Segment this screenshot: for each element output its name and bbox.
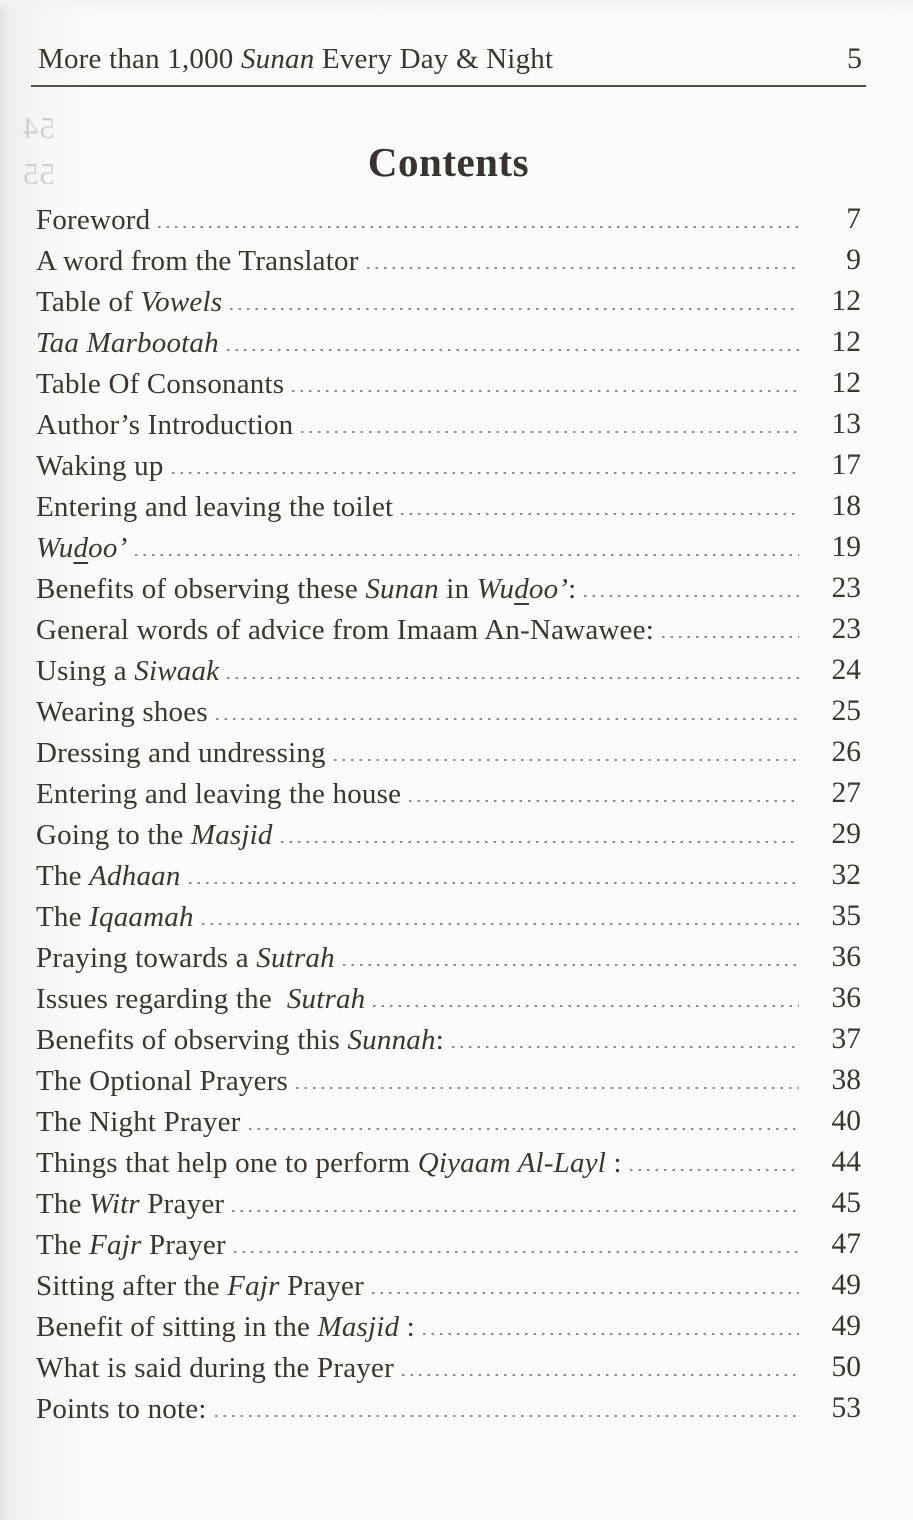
toc-entry: [36, 1098, 861, 1139]
toc-entry-page-number: 12: [831, 367, 861, 400]
toc-entry: [36, 811, 861, 852]
dot-leader: [372, 1291, 799, 1294]
text-segment: Going to the: [36, 818, 191, 851]
dot-leader: [230, 307, 799, 310]
text-segment: Every Day & Night: [314, 43, 554, 75]
toc-entry-page-number: 26: [831, 736, 861, 769]
text-segment: :: [399, 1310, 415, 1343]
text-segment: Taa Marbootah: [36, 326, 219, 359]
toc-entry: [36, 729, 861, 770]
text-segment: in: [438, 572, 477, 605]
toc-entry-title: [36, 491, 393, 524]
text-segment: Sutrah: [286, 982, 366, 1015]
dot-leader: [158, 225, 799, 228]
toc-entry-page-number: 47: [831, 1228, 861, 1261]
dot-leader: [402, 1373, 799, 1376]
text-segment: Dressing and undressing: [36, 736, 326, 769]
dot-leader: [662, 635, 799, 638]
dot-leader: [452, 1045, 799, 1048]
text-segment: Sunnah: [347, 1023, 436, 1056]
text-segment: Fajr: [89, 1228, 142, 1261]
dot-leader: [227, 676, 799, 679]
text-segment: Sutrah: [256, 941, 335, 974]
toc-entry-page-number: 36: [831, 941, 861, 974]
text-segment: Issues regarding the: [36, 982, 287, 1015]
text-segment: Prayer: [139, 1187, 225, 1220]
dot-leader: [584, 594, 799, 597]
text-segment: The Optional Prayers: [36, 1064, 289, 1097]
text-segment: Sunan: [365, 572, 439, 605]
dot-leader: [249, 1127, 799, 1130]
bleedthrough-number: 55: [22, 156, 55, 191]
text-segment: Using a: [36, 654, 135, 687]
toc-entry: [36, 893, 861, 934]
toc-entry: [36, 1262, 861, 1303]
text-segment: Sunan: [240, 43, 315, 75]
dot-leader: [216, 717, 799, 720]
toc-entry: [36, 852, 861, 893]
text-segment: Author’s Introduction: [36, 408, 294, 441]
toc-entry-page-number: 24: [831, 654, 861, 687]
toc-entry: [36, 1057, 861, 1098]
dot-leader: [301, 430, 799, 433]
toc-entry-title: [36, 409, 293, 442]
text-segment: :: [606, 1146, 622, 1179]
toc-entry-page-number: 25: [831, 695, 861, 728]
text-segment: :: [568, 572, 577, 605]
toc-entry-title: [36, 450, 164, 483]
toc-entry-title: [36, 1270, 364, 1303]
toc-entry-title: [36, 655, 219, 688]
text-segment: Adhaan: [89, 859, 181, 892]
text-segment: Benefits of observing these: [36, 572, 366, 605]
text-segment: Wu: [476, 572, 515, 605]
dot-leader: [334, 758, 799, 761]
text-segment: Wu: [36, 531, 74, 564]
contents-heading: Contents: [367, 139, 530, 185]
text-segment: General words of advice from Imaam An-Nawawee:: [36, 613, 654, 646]
toc-entry: [36, 483, 861, 524]
dot-leader: [232, 1209, 799, 1212]
running-head-page-number: 5: [847, 42, 862, 75]
toc-entry: [36, 1016, 861, 1057]
toc-entry-page-number: 40: [831, 1105, 861, 1138]
toc-entry-title: [36, 614, 654, 647]
dot-leader: [292, 389, 799, 392]
toc-entry: [36, 401, 861, 442]
text-segment: Points to note:: [36, 1392, 207, 1425]
text-segment: The: [36, 900, 90, 933]
text-segment: Benefits of observing this: [36, 1023, 348, 1056]
toc-entry: [36, 565, 861, 606]
text-segment: d: [73, 531, 89, 564]
toc-entry: [36, 360, 861, 401]
text-segment: Prayer: [279, 1269, 364, 1302]
text-segment: The Night Prayer: [36, 1105, 241, 1138]
toc-entry: [36, 1139, 861, 1180]
bleedthrough-number: 54: [22, 110, 55, 145]
text-segment: What is said during the Prayer: [36, 1351, 394, 1384]
toc-entry-title: [36, 532, 127, 565]
text-segment: Fajr: [227, 1269, 280, 1302]
toc-entry-title: [36, 1106, 241, 1139]
dot-leader: [189, 881, 799, 884]
toc-entry-page-number: 32: [831, 859, 861, 892]
text-segment: oo’: [528, 572, 569, 605]
toc-entry: [36, 1221, 861, 1262]
dot-leader: [367, 266, 799, 269]
toc-entry-title: [36, 696, 208, 729]
toc-entry-title: [36, 819, 273, 852]
dot-leader: [234, 1250, 799, 1253]
text-segment: Prayer: [141, 1228, 226, 1261]
toc-entry-page-number: 23: [831, 572, 861, 605]
text-segment: oo’: [88, 531, 128, 564]
dot-leader: [409, 799, 799, 802]
toc-entry-page-number: 27: [831, 777, 861, 810]
toc-entry: [36, 975, 861, 1016]
dot-leader: [135, 553, 799, 556]
toc-entry-page-number: 45: [831, 1187, 861, 1220]
text-segment: Sitting after the: [36, 1269, 228, 1302]
toc-entry-title: [36, 1352, 394, 1385]
toc-entry-page-number: 7: [846, 203, 861, 236]
dot-leader: [343, 963, 799, 966]
toc-entry-page-number: 12: [831, 326, 861, 359]
toc-entry: [36, 934, 861, 975]
toc-entry: [36, 278, 861, 319]
text-segment: Foreword: [36, 203, 151, 236]
toc-entry: [36, 319, 861, 360]
toc-entry-page-number: 18: [831, 490, 861, 523]
toc-entry-page-number: 12: [831, 285, 861, 318]
toc-entry-page-number: 49: [831, 1310, 861, 1343]
toc-entry-title: [36, 942, 335, 975]
toc-entry: [36, 237, 861, 278]
running-head: [38, 44, 862, 74]
toc-entry: [36, 1344, 861, 1385]
text-segment: Things that help one to perform: [36, 1146, 418, 1179]
toc-entry-page-number: 50: [831, 1351, 861, 1384]
toc-entry-title: [36, 573, 576, 606]
dot-leader: [202, 922, 799, 925]
toc-entry-title: [36, 737, 326, 770]
header-rule: [31, 85, 866, 87]
dot-leader: [172, 471, 799, 474]
running-head-title: [38, 45, 553, 74]
toc-entry-title: [36, 204, 150, 237]
toc-list: [36, 196, 861, 1426]
text-segment: :: [435, 1023, 444, 1056]
dot-leader: [215, 1414, 799, 1417]
toc-entry-page-number: 9: [846, 244, 861, 277]
toc-entry: [36, 1385, 861, 1426]
toc-entry: [36, 647, 861, 688]
toc-entry-title: [36, 368, 284, 401]
dot-leader: [373, 1004, 799, 1007]
dot-leader: [296, 1086, 799, 1089]
text-segment: d: [514, 572, 529, 605]
dot-leader: [630, 1168, 799, 1171]
text-segment: The: [36, 859, 90, 892]
toc-entry-page-number: 36: [831, 982, 861, 1015]
text-segment: Masjid: [317, 1310, 400, 1343]
text-segment: The: [36, 1228, 90, 1261]
toc-entry: [36, 688, 861, 729]
toc-entry-title: [36, 1229, 226, 1262]
toc-entry-title: [36, 983, 365, 1016]
toc-entry: [36, 606, 861, 647]
toc-entry-title: [36, 286, 222, 319]
toc-entry-title: [36, 778, 401, 811]
toc-entry-title: [36, 1393, 207, 1426]
toc-entry: [36, 196, 861, 237]
text-segment: Wearing shoes: [36, 695, 208, 728]
text-segment: Qiyaam Al-Layl: [417, 1146, 607, 1179]
text-segment: Waking up: [36, 449, 164, 482]
toc-entry-page-number: 53: [831, 1392, 861, 1425]
text-segment: Table of: [36, 285, 141, 318]
text-segment: A word from the Translator: [36, 244, 359, 277]
toc-entry-title: [36, 1311, 415, 1344]
dot-leader: [423, 1332, 799, 1335]
text-segment: Siwaak: [134, 654, 220, 687]
toc-entry-page-number: 29: [831, 818, 861, 851]
toc-entry-title: [36, 1065, 288, 1098]
toc-entry-page-number: 44: [831, 1146, 861, 1179]
text-segment: Masjid: [190, 818, 273, 851]
toc-entry: [36, 524, 861, 565]
text-segment: Praying towards a: [36, 941, 257, 974]
text-segment: Iqaamah: [89, 900, 194, 933]
toc-entry-page-number: 19: [831, 531, 861, 564]
toc-entry-title: [36, 1147, 622, 1180]
toc-entry-page-number: 49: [831, 1269, 861, 1302]
toc-entry-title: [36, 245, 359, 278]
toc-entry-title: [36, 327, 219, 360]
text-segment: Benefit of sitting in the: [36, 1310, 318, 1343]
toc-entry-title: [36, 1024, 444, 1057]
toc-entry-page-number: 37: [831, 1023, 861, 1056]
toc-entry-page-number: 13: [831, 408, 861, 441]
dot-leader: [281, 840, 799, 843]
text-segment: The: [36, 1187, 90, 1220]
dot-leader: [227, 348, 799, 351]
toc-entry-page-number: 35: [831, 900, 861, 933]
toc-entry-title: [36, 1188, 224, 1221]
text-segment: Witr: [89, 1187, 140, 1220]
toc-entry: [36, 442, 861, 483]
toc-entry-page-number: 23: [831, 613, 861, 646]
toc-entry-page-number: 17: [831, 449, 861, 482]
text-segment: More than 1,000: [38, 43, 241, 75]
toc-entry-page-number: 38: [831, 1064, 861, 1097]
text-segment: Entering and leaving the house: [36, 777, 402, 810]
toc-entry: [36, 770, 861, 811]
text-segment: Vowels: [140, 285, 223, 318]
text-segment: Entering and leaving the toilet: [36, 490, 394, 523]
toc-entry: [36, 1303, 861, 1344]
toc-entry-title: [36, 901, 194, 934]
toc-entry: [36, 1180, 861, 1221]
dot-leader: [401, 512, 799, 515]
text-segment: Table Of Consonants: [36, 367, 285, 400]
toc-entry-title: [36, 860, 181, 893]
